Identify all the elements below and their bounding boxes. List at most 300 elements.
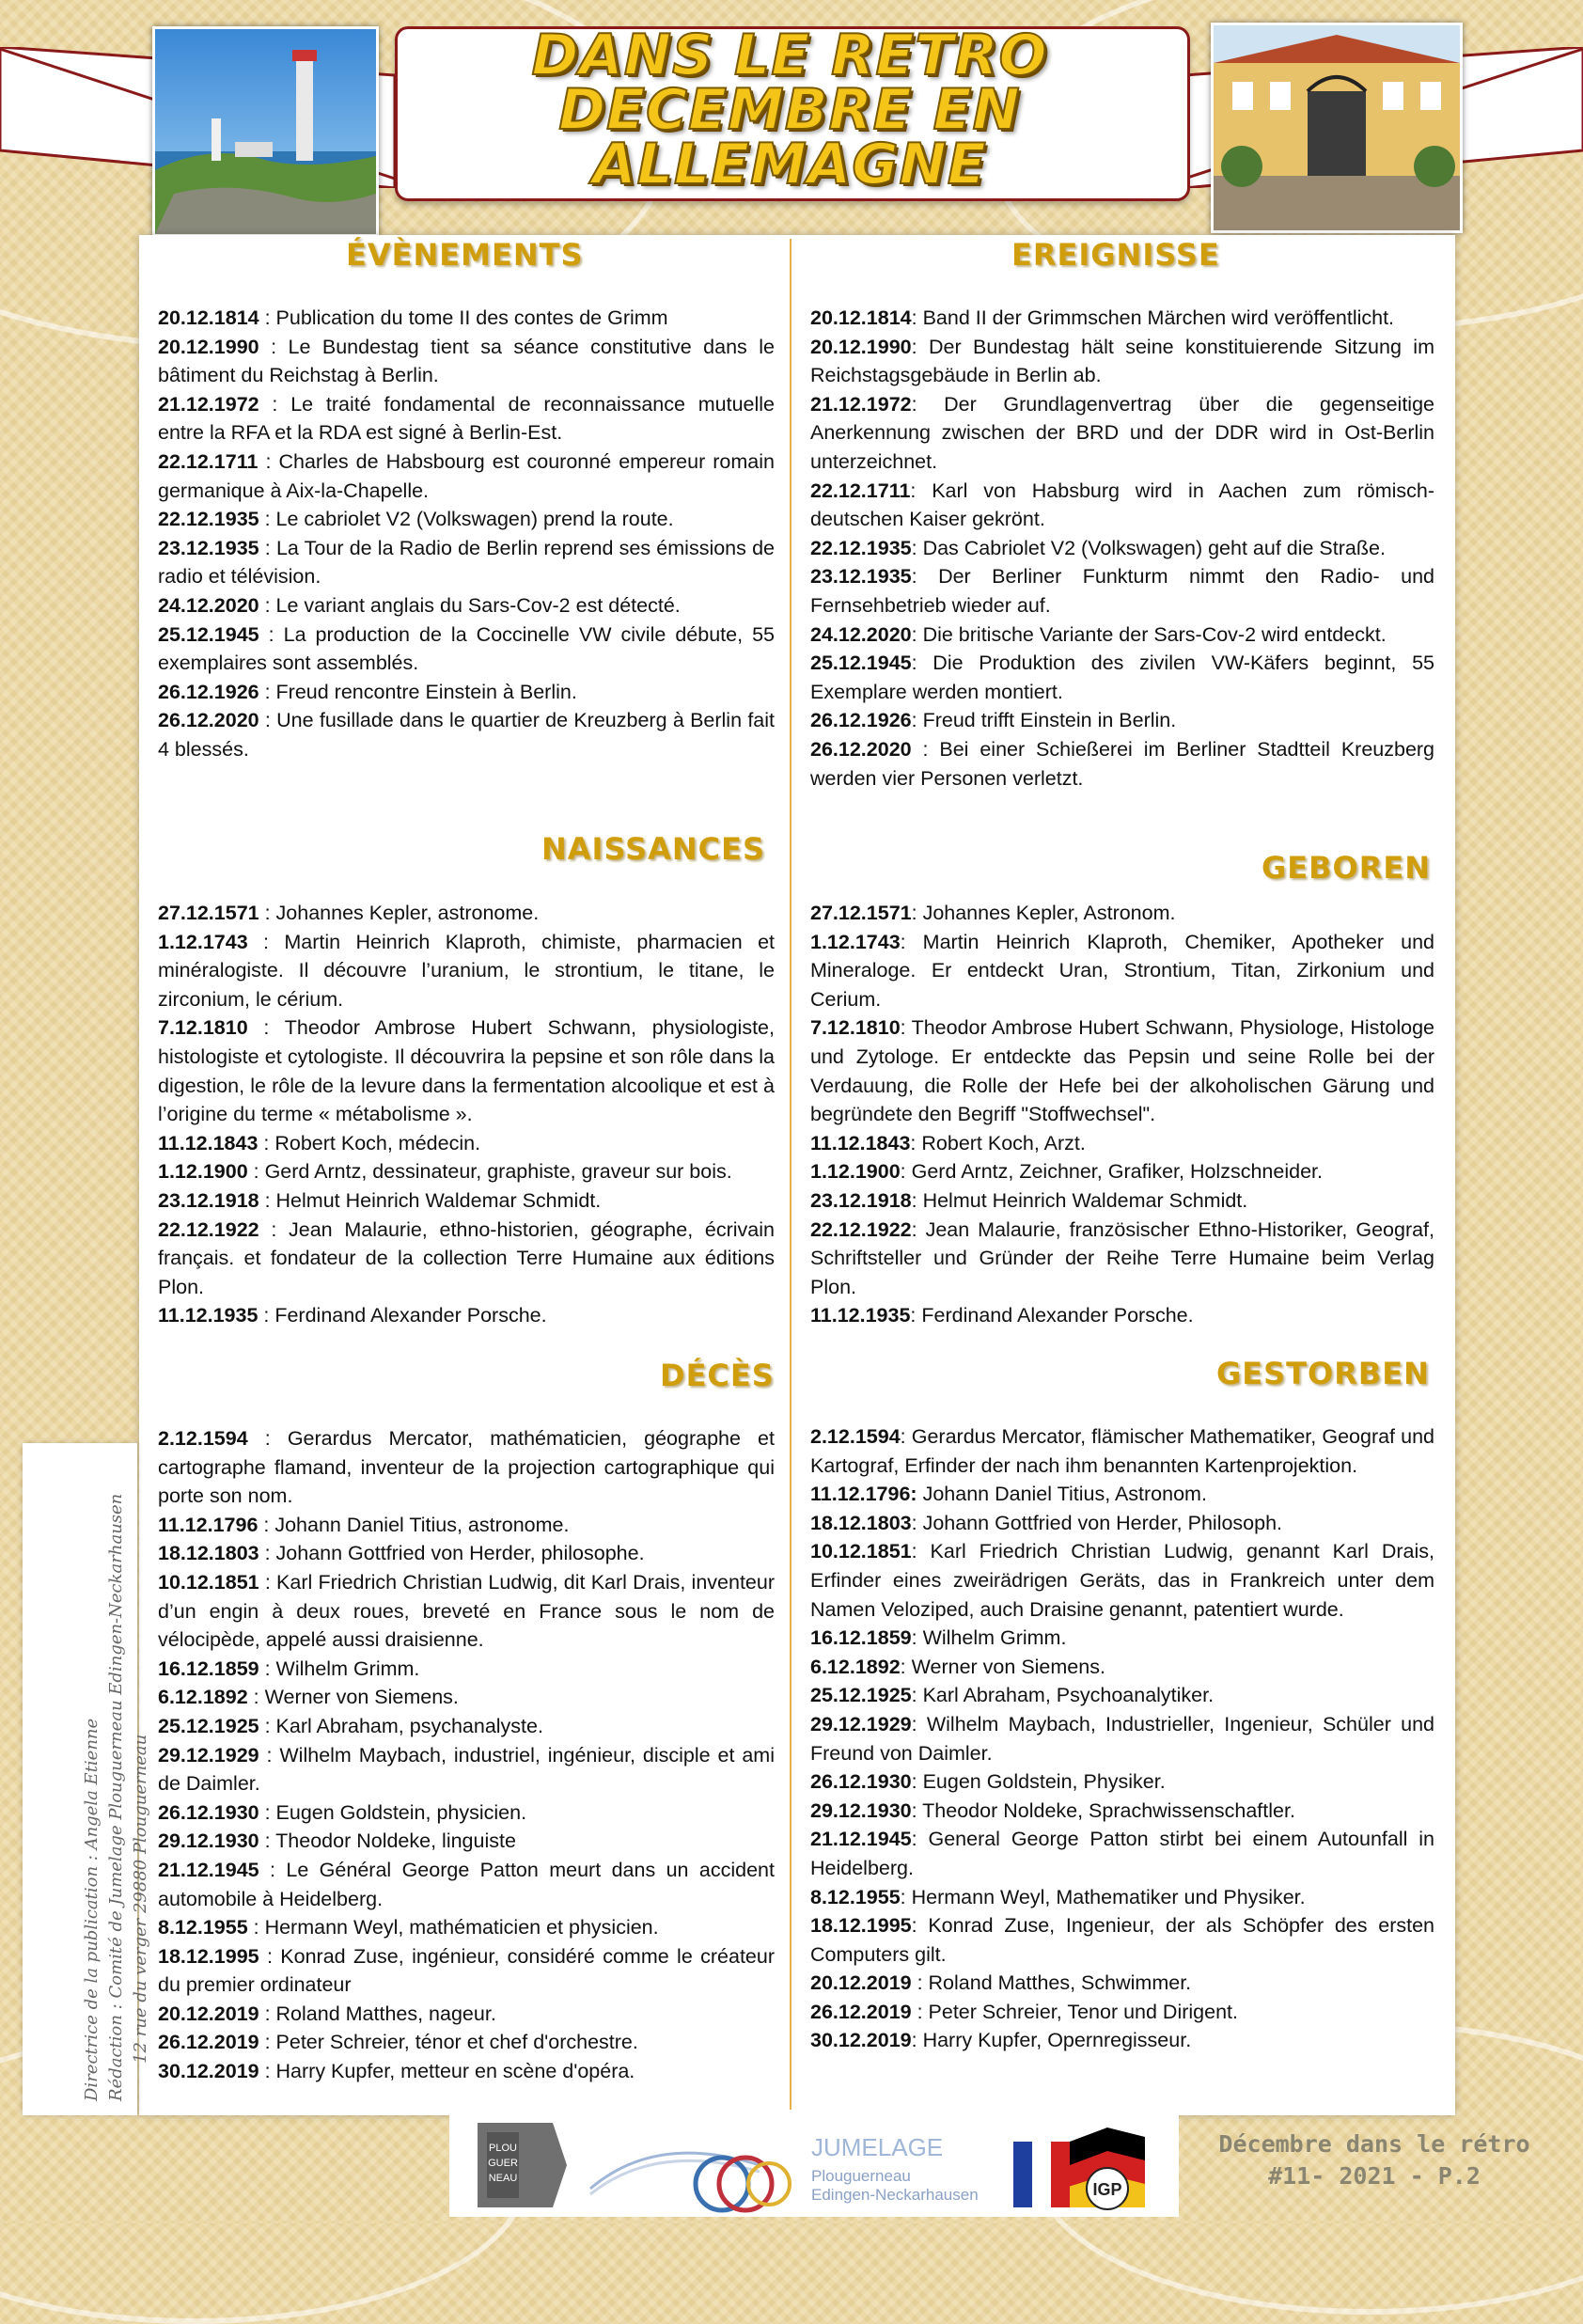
heading-evenements: ÉVÈNEMENTS <box>346 237 584 273</box>
entry-date: 25.12.1945 <box>810 652 912 675</box>
entry-separator: : <box>247 930 285 953</box>
entry-date: 8.12.1955 <box>158 1916 248 1939</box>
entry-separator: : <box>911 1971 929 1995</box>
entry-separator: : <box>911 306 923 329</box>
list-item <box>810 1825 1434 1882</box>
entry-date: 20.12.1990 <box>810 335 912 358</box>
entry-text: Karl Abraham, Psychoanalytiker. <box>922 1684 1215 1707</box>
list-item <box>810 899 1434 928</box>
list-item <box>158 706 775 763</box>
entry-date: 26.12.1930 <box>810 1770 912 1794</box>
entry-date: 26.12.2019 <box>810 2000 912 2023</box>
entry-text: Die Produktion des zivilen VW-Käfers beginnt, 55 Exemplare werden montiert. <box>810 652 1434 703</box>
column-divider <box>790 239 792 2110</box>
entry-separator: : <box>911 1540 931 1563</box>
igp-flags-logo <box>1013 2128 1145 2209</box>
list-item <box>158 1856 775 1913</box>
entry-separator: : <box>259 508 276 531</box>
entry-text: Robert Koch, médecin. <box>274 1131 481 1154</box>
footer-logos <box>449 2113 1179 2217</box>
list-item <box>810 1767 1434 1797</box>
entry-text: Ferdinand Alexander Porsche. <box>274 1304 547 1327</box>
entry-text: Gerd Arntz, Zeichner, Grafiker, Holzschneider. <box>911 1160 1323 1184</box>
list-item <box>158 1301 775 1330</box>
list-item <box>158 1424 775 1511</box>
entry-date: 26.12.2020 <box>810 737 912 761</box>
list-item <box>810 1480 1434 1509</box>
plouguerneau-logo <box>478 2123 567 2207</box>
list-item <box>158 2057 775 2086</box>
list-item <box>158 1157 775 1186</box>
entry-date: 1.12.1743 <box>810 930 901 953</box>
entry-text: Le Bundestag tient sa séance constitutive dans le bâtiment du Reichstag à Berlin. <box>158 335 775 387</box>
list-item <box>158 1913 775 1942</box>
entry-date: 22.12.1711 <box>810 479 911 502</box>
list-naissances <box>158 899 775 1330</box>
entry-separator: : <box>259 1944 281 1968</box>
list-item <box>158 2000 775 2029</box>
entry-text: Das Cabriolet V2 (Volkswagen) geht auf die Straße. <box>922 536 1386 559</box>
list-item <box>810 1969 1434 1998</box>
entry-date: 2.12.1594 <box>158 1427 248 1450</box>
entry-date: 6.12.1892 <box>810 1655 901 1678</box>
entry-separator: : <box>259 709 277 732</box>
entry-text: Martin Heinrich Klaproth, Chemiker, Apotheker und Mineraloge. Er entdeckt Uran, Strontium, Titan, Zirkonium und Cerium. <box>810 930 1434 1011</box>
entry-text: Johann Daniel Titius, astronome. <box>274 1513 570 1536</box>
list-item <box>810 649 1434 706</box>
entry-separator: : <box>259 1570 277 1594</box>
entry-separator: : <box>247 1427 288 1450</box>
list-item <box>810 1653 1434 1682</box>
list-item <box>158 620 775 678</box>
entry-date: 7.12.1810 <box>158 1016 248 1040</box>
entry-date: 20.12.1814 <box>810 306 912 329</box>
entry-text: Harry Kupfer, Opernregisseur. <box>922 2029 1192 2052</box>
entry-date: 22.12.1711 <box>158 449 259 473</box>
list-item <box>810 1710 1434 1767</box>
list-item <box>810 1422 1434 1480</box>
heading-geboren: GEBOREN <box>1262 850 1431 886</box>
list-item <box>158 1186 775 1216</box>
entry-separator: : <box>911 335 929 358</box>
list-item <box>810 1216 1434 1302</box>
entry-separator: : <box>911 652 933 675</box>
entry-date: 25.12.1925 <box>810 1684 912 1707</box>
entry-separator: : <box>911 1712 927 1735</box>
list-item <box>810 2026 1434 2055</box>
entry-text: Freud trifft Einstein in Berlin. <box>922 709 1177 732</box>
entry-date: 23.12.1918 <box>810 1188 912 1212</box>
entry-date: 25.12.1925 <box>158 1714 259 1737</box>
entry-text: Gerardus Mercator, flämischer Mathematiker, Geograf und Kartograf, Erfinder der nach ihm benannten Kartenprojektion. <box>810 1425 1434 1477</box>
entry-separator: : <box>911 1626 923 1650</box>
entry-date: 27.12.1571 <box>158 902 259 924</box>
list-item <box>158 390 775 448</box>
entry-separator: : <box>911 565 939 589</box>
entry-text: Une fusillade dans le quartier de Kreuzberg à Berlin fait 4 blessés. <box>158 709 775 761</box>
entry-text: Band II der Grimmschen Märchen wird veröffentlicht. <box>922 306 1395 329</box>
entry-date: 22.12.1935 <box>810 536 912 559</box>
entry-separator: : <box>259 1217 290 1241</box>
entry-date: 18.12.1995 <box>810 1914 912 1938</box>
jumelage-title: JUMELAGE <box>811 2133 944 2161</box>
entry-text: Johannes Kepler, astronome. <box>275 902 540 924</box>
entry-separator: : <box>911 1684 923 1707</box>
list-item <box>810 735 1434 793</box>
entry-date: 16.12.1859 <box>810 1626 912 1650</box>
entry-separator: : <box>258 1513 275 1536</box>
entry-date: 11.12.1843 <box>158 1131 259 1154</box>
entry-text: Hermann Weyl, Mathematiker und Physiker. <box>911 1885 1306 1908</box>
entry-separator: : <box>910 1304 922 1327</box>
page-title <box>395 23 1184 197</box>
entry-date: 30.12.2019 <box>158 2060 259 2083</box>
list-item <box>158 505 775 534</box>
entry-separator: : <box>259 1188 276 1212</box>
entry-separator: : <box>258 1131 275 1154</box>
entry-date: 22.12.1922 <box>158 1217 259 1241</box>
entry-text: Wilhelm Grimm. <box>922 1626 1067 1650</box>
entry-date: 20.12.2019 <box>158 2002 259 2025</box>
footer-line-1: Décembre dans le rétro <box>1218 2130 1530 2158</box>
list-gestorben <box>810 1422 1434 2055</box>
entry-date: 11.12.1935 <box>158 1304 259 1327</box>
list-item <box>158 1511 775 1540</box>
entry-date: 24.12.2020 <box>810 622 912 646</box>
entry-separator: : <box>900 1425 912 1448</box>
list-item <box>810 390 1434 477</box>
castle-gate-image <box>1214 25 1460 230</box>
entry-separator: : <box>911 2029 923 2052</box>
entry-separator: : <box>910 479 933 502</box>
entry-date: 26.12.1926 <box>810 709 912 732</box>
entry-text: Johann Daniel Titius, Astronom. <box>922 1483 1207 1506</box>
entry-separator: : <box>900 930 923 953</box>
entry-text: Der Bundestag hält seine konstituierende Sitzung im Reichstagsgebäude in Berlin ab. <box>810 335 1434 387</box>
title-line: DECEMBRE EN <box>558 77 1021 143</box>
list-item <box>810 1509 1434 1538</box>
entry-text: Le cabriolet V2 (Volkswagen) prend la route. <box>275 508 674 531</box>
entry-date: 21.12.1972 <box>158 392 259 416</box>
entry-date: 8.12.1955 <box>810 1885 901 1908</box>
entry-text: Publication du tome II des contes de Grimm <box>275 306 668 329</box>
list-item <box>158 1129 775 1158</box>
entry-date: 21.12.1972 <box>810 392 912 416</box>
credits-line: Directrice de la publication : Angela Etienne <box>82 1718 102 2101</box>
heading-gestorben: GESTORBEN <box>1216 1356 1430 1391</box>
entry-separator: : <box>259 392 291 416</box>
entry-separator: : <box>247 1916 265 1939</box>
list-item <box>158 1942 775 2000</box>
footer-issue-info <box>1186 2113 1562 2217</box>
plouguerneau-logo-text: NEAU <box>488 2173 518 2184</box>
entry-separator: : <box>911 1511 923 1534</box>
lighthouse-image <box>155 29 376 234</box>
entry-text: Der Berliner Funkturm nimmt den Radio- und Fernsehbetrieb wieder auf. <box>810 565 1434 617</box>
entry-date: 29.12.1929 <box>810 1712 912 1735</box>
building-photo <box>1211 23 1463 233</box>
list-item <box>810 1797 1434 1826</box>
jumelage-subtitle: Edingen-Neckarhausen <box>811 2186 979 2204</box>
entry-text: Theodor Ambrose Hubert Schwann, Physiologe, Histologe und Zytologe. Er entdeckte das Pepsin und seine Rolle bei der Verdauung, die Rolle der Hefe bei der alkoholischen Gärung und begründete den Begriff "Stoffwechsel". <box>810 1016 1434 1126</box>
heading-deces: DÉCÈS <box>660 1358 775 1393</box>
list-item <box>810 1301 1434 1330</box>
entry-date: 10.12.1851 <box>158 1570 259 1594</box>
list-item <box>158 1827 775 1856</box>
list-item <box>158 928 775 1014</box>
entry-text: Helmut Heinrich Waldemar Schmidt. <box>275 1188 602 1212</box>
list-evenements <box>158 304 775 764</box>
credits-line: Rédaction : Comité de Jumelage Plouguerneau Edingen-Neckarhausen <box>106 1493 126 2101</box>
entry-separator: : <box>247 1686 265 1709</box>
entry-date: 20.12.1814 <box>158 306 259 329</box>
title-line: ALLEMAGNE <box>592 132 987 197</box>
entry-text: Die britische Variante der Sars-Cov-2 wird entdeckt. <box>922 622 1387 646</box>
entry-date: 1.12.1900 <box>810 1160 901 1184</box>
entry-text: Johannes Kepler, Astronom. <box>922 902 1176 924</box>
entry-text: Charles de Habsbourg est couronné empereur romain germanique à Aix-la-Chapelle. <box>158 449 775 502</box>
entry-separator: : <box>910 1131 922 1154</box>
entry-date: 24.12.2020 <box>158 593 259 617</box>
list-item <box>158 1655 775 1684</box>
entry-text: Jean Malaurie, ethno-historien, géographe, écrivain français. et fondateur de la collection Terre Humaine aux éditions Plon. <box>158 1217 775 1298</box>
list-item <box>158 1216 775 1302</box>
plouguerneau-logo-text: GUER <box>488 2158 518 2169</box>
entry-separator: : <box>259 1858 287 1881</box>
igp-logo-text: IGP <box>1092 2180 1122 2199</box>
entry-separator: : <box>259 593 276 617</box>
partner-logos <box>449 2113 1179 2217</box>
entry-text: Theodor Ambrose Hubert Schwann, physiologiste, histologiste et cytologiste. Il découvrira la pepsine et son rôle dans la digestion, le rôle de la levure dans la fermentation alcoolique et est à l’origine du terme « métabolisme ». <box>158 1016 775 1126</box>
entry-text: Robert Koch, Arzt. <box>921 1131 1086 1154</box>
list-item <box>158 1539 775 1568</box>
entry-separator: : <box>911 1828 929 1851</box>
entry-separator: : <box>259 622 284 646</box>
entry-text: Bei einer Schießerei im Berliner Stadtteil Kreuzberg werden vier Personen verletzt. <box>810 737 1435 790</box>
entry-separator: : <box>259 2060 276 2083</box>
entry-date: 1.12.1900 <box>158 1160 248 1184</box>
entry-text: Peter Schreier, ténor et chef d'orchestre. <box>275 2031 638 2054</box>
heading-ereignisse: EREIGNISSE <box>1011 237 1220 273</box>
entry-text: Karl Friedrich Christian Ludwig, genannt Karl Drais, Erfinder eines zweirädrigen Geräts, das in Frankreich unter dem Namen Veloziped, auch Draisine genannt, patentiert wurde. <box>810 1540 1434 1621</box>
entry-date: 21.12.1945 <box>158 1858 259 1881</box>
entry-text: Eugen Goldstein, Physiker. <box>922 1770 1166 1794</box>
list-item <box>810 1013 1434 1128</box>
entry-date: 23.12.1918 <box>158 1188 259 1212</box>
entry-separator: : <box>911 737 940 761</box>
entry-text: La production de la Coccinelle VW civile débute, 55 exemplaires sont assemblés. <box>158 622 775 675</box>
entry-text: Harry Kupfer, metteur en scène d'opéra. <box>275 2060 635 2083</box>
entry-separator: : <box>247 1160 265 1184</box>
list-item <box>158 899 775 928</box>
list-item <box>810 1537 1434 1624</box>
entry-date: 26.12.2019 <box>158 2031 259 2054</box>
entry-separator: : <box>259 1800 276 1824</box>
list-item <box>810 928 1434 1014</box>
entry-text: Hermann Weyl, mathématicien et physicien. <box>264 1916 659 1939</box>
entry-date: 29.12.1930 <box>158 1829 259 1853</box>
list-item <box>810 1157 1434 1186</box>
list-item <box>810 620 1434 650</box>
entry-date: 25.12.1945 <box>158 622 259 646</box>
entry-date: 27.12.1571 <box>810 902 912 924</box>
entry-separator: : <box>911 709 923 732</box>
title-line: DANS LE RETRO <box>531 23 1048 88</box>
list-item <box>158 1712 775 1741</box>
list-item <box>158 333 775 390</box>
entry-text: La Tour de la Radio de Berlin reprend ses émissions de radio et télévision. <box>158 536 775 589</box>
lighthouse-photo <box>152 26 379 237</box>
list-item <box>158 1741 775 1798</box>
entry-separator: : <box>259 306 276 329</box>
entry-date: 7.12.1810 <box>810 1016 901 1040</box>
entry-text: Karl Abraham, psychanalyste. <box>275 1714 543 1737</box>
entry-text: Gerd Arntz, dessinateur, graphiste, graveur sur bois. <box>264 1160 732 1184</box>
entry-separator: : <box>259 1542 276 1565</box>
entry-text: Werner von Siemens. <box>911 1655 1105 1678</box>
entry-text: Le variant anglais du Sars-Cov-2 est détecté. <box>275 593 681 617</box>
list-item <box>158 304 775 333</box>
jumelage-logo <box>590 2133 979 2210</box>
entry-text: Freud rencontre Einstein à Berlin. <box>275 680 577 703</box>
entry-date: 18.12.1803 <box>158 1542 259 1565</box>
list-item <box>810 534 1434 563</box>
entry-separator: : <box>911 536 923 559</box>
entry-date: 11.12.1796: <box>810 1483 917 1506</box>
list-item <box>810 1624 1434 1653</box>
entry-text: Le Général George Patton meurt dans un accident automobile à Heidelberg. <box>158 1858 775 1910</box>
entry-date: 11.12.1935 <box>810 1304 911 1327</box>
entry-date: 26.12.1926 <box>158 680 259 703</box>
entry-text: Johann Gottfried von Herder, Philosoph. <box>922 1511 1283 1534</box>
entry-text: Jean Malaurie, französischer Ethno-Historiker, Geograf, Schriftsteller und Gründer der Reihe Terre Humaine beim Verlag Plon. <box>810 1217 1435 1298</box>
entry-date: 2.12.1594 <box>810 1425 901 1448</box>
entry-date: 20.12.1990 <box>158 335 259 358</box>
entry-text: Werner von Siemens. <box>264 1686 459 1709</box>
entry-separator: : <box>911 622 923 646</box>
entry-text: Roland Matthes, Schwimmer. <box>928 1971 1192 1995</box>
entry-date: 11.12.1843 <box>810 1131 911 1154</box>
entry-separator: : <box>259 2031 276 2054</box>
entry-text: Konrad Zuse, Ingenieur, der als Schöpfer des ersten Computers gilt. <box>810 1914 1434 1966</box>
entry-separator: : <box>259 1829 276 1853</box>
list-item <box>158 1798 775 1828</box>
entry-text: Roland Matthes, nageur. <box>275 2002 496 2025</box>
entry-date: 18.12.1803 <box>810 1511 912 1534</box>
list-item <box>158 534 775 591</box>
list-item <box>158 448 775 505</box>
list-ereignisse <box>810 304 1434 793</box>
entry-separator: : <box>911 1770 923 1794</box>
entry-text: Konrad Zuse, ingénieur, considéré comme le créateur du premier ordinateur <box>158 1944 776 1997</box>
entry-text: Martin Heinrich Klaproth, chimiste, pharmacien et minéralogiste. Il découvre l’uranium, le strontium, le titane, le zirconium, le cérium. <box>158 930 776 1011</box>
entry-date: 30.12.2019 <box>810 2029 912 2052</box>
list-item <box>158 1683 775 1712</box>
entry-separator: : <box>911 1798 923 1822</box>
footer-line-2: #11- 2021 - P.2 <box>1268 2162 1481 2190</box>
entry-date: 29.12.1929 <box>158 1743 259 1767</box>
credits-line: 12 rue du verger 29880 Plouguerneau <box>131 1734 150 2064</box>
entry-date: 18.12.1995 <box>158 1944 259 1968</box>
entry-date: 22.12.1922 <box>810 1217 912 1241</box>
list-item <box>810 1911 1434 1969</box>
entry-separator: : <box>259 536 276 559</box>
entry-separator: : <box>911 902 923 924</box>
entry-date: 23.12.1935 <box>810 565 912 589</box>
entry-separator: : <box>258 449 279 473</box>
entry-text: General George Patton stirbt bei einem Autounfall in Heidelberg. <box>810 1828 1434 1879</box>
entry-text: Gerardus Mercator, mathématicien, géographe et cartographe flamand, inventeur de la projection cartographique qui porte son nom. <box>158 1427 775 1508</box>
entry-separator: : <box>259 1657 276 1680</box>
entry-text: Peter Schreier, Tenor und Dirigent. <box>928 2000 1238 2023</box>
entry-separator: : <box>900 1160 912 1184</box>
entry-text: Le traité fondamental de reconnaissance mutuelle entre la RFA et la RDA est signé à Berlin-Est. <box>158 392 776 445</box>
entry-separator: : <box>259 1743 280 1767</box>
entry-separator: : <box>900 1885 912 1908</box>
list-item <box>158 1013 775 1128</box>
entry-separator: : <box>259 2002 276 2025</box>
entry-separator: : <box>259 1714 276 1737</box>
list-item <box>158 2028 775 2057</box>
entry-date: 26.12.1930 <box>158 1800 259 1824</box>
entry-separator: : <box>911 1914 929 1938</box>
entry-text: Wilhelm Maybach, industriel, ingénieur, disciple et ami de Daimler. <box>158 1743 775 1796</box>
entry-text: Der Grundlagenvertrag über die gegenseitige Anerkennung zwischen der BRD und der DDR wird in Ost-Berlin unterzeichnet. <box>810 392 1434 473</box>
entry-separator: : <box>259 680 276 703</box>
jumelage-subtitle: Plouguerneau <box>811 2167 911 2185</box>
entry-separator: : <box>911 1217 926 1241</box>
entry-date: 1.12.1743 <box>158 930 248 953</box>
entry-date: 10.12.1851 <box>810 1540 912 1563</box>
list-item <box>810 562 1434 620</box>
entry-separator: : <box>911 1188 923 1212</box>
list-item <box>810 1186 1434 1216</box>
entry-text: Eugen Goldstein, physicien. <box>275 1800 527 1824</box>
entry-date: 23.12.1935 <box>158 536 259 559</box>
list-item <box>810 1129 1434 1158</box>
entry-text: Johann Gottfried von Herder, philosophe. <box>275 1542 645 1565</box>
list-item <box>158 1568 775 1655</box>
entry-text: Karl von Habsburg wird in Aachen zum römisch-deutschen Kaiser gekrönt. <box>810 479 1434 531</box>
list-item <box>810 1681 1434 1710</box>
entry-separator: : <box>247 1016 285 1040</box>
entry-date: 21.12.1945 <box>810 1828 912 1851</box>
credits-text <box>80 1443 153 2101</box>
list-item <box>810 1998 1434 2027</box>
entry-separator: : <box>900 1016 912 1040</box>
list-geboren <box>810 899 1434 1330</box>
list-item <box>158 678 775 707</box>
entry-text: Theodor Noldeke, Sprachwissenschaftler. <box>922 1798 1295 1822</box>
entry-date: 29.12.1930 <box>810 1798 912 1822</box>
entry-separator: : <box>911 2000 929 2023</box>
entry-date: 11.12.1796 <box>158 1513 259 1536</box>
entry-text: Theodor Noldeke, linguiste <box>275 1829 516 1853</box>
list-item <box>810 304 1434 333</box>
list-item <box>158 591 775 620</box>
list-deces <box>158 1424 775 2086</box>
entry-separator: : <box>900 1655 912 1678</box>
entry-separator: : <box>911 392 945 416</box>
entry-date: 6.12.1892 <box>158 1686 248 1709</box>
list-item <box>810 1883 1434 1912</box>
entry-date: 26.12.2020 <box>158 709 259 732</box>
plouguerneau-logo-text: PLOU <box>489 2143 517 2154</box>
list-item <box>810 477 1434 534</box>
entry-separator: : <box>259 902 276 924</box>
entry-date: 16.12.1859 <box>158 1657 259 1680</box>
list-item <box>810 333 1434 390</box>
